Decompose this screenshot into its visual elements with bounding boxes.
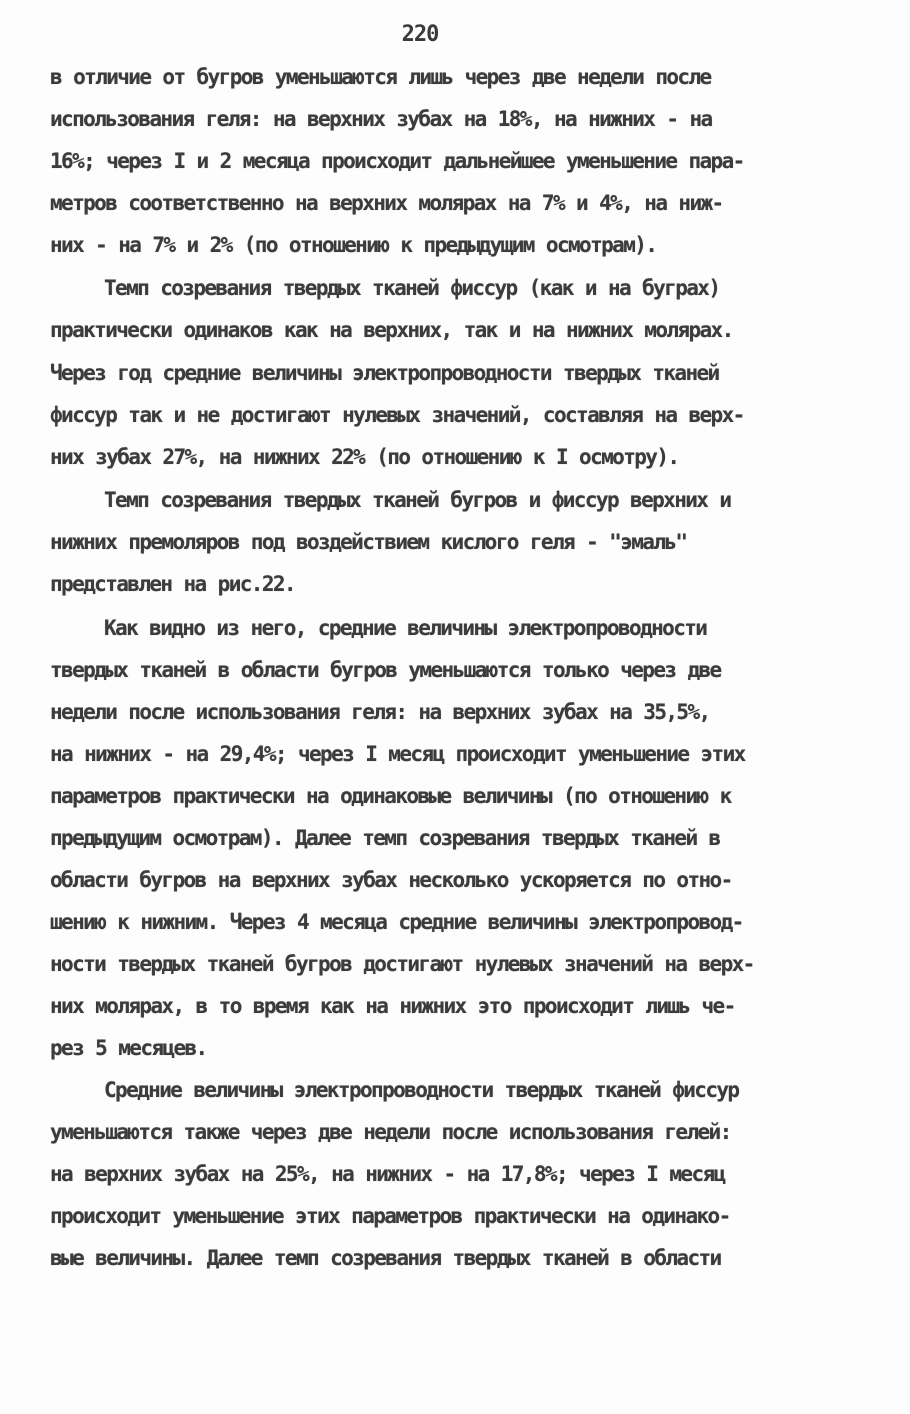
text-line: них молярах, в то время как на нижних это происходит лишь че- <box>50 994 735 1018</box>
text-line: твердых тканей в области бугров уменьшаются только через две <box>50 658 721 682</box>
text-line: представлен на рис.22. <box>50 572 295 596</box>
paragraph-first-line: Как видно из него, средние величины электропроводности <box>104 616 707 640</box>
text-line: них - на 7% и 2% (по отношению к предыдущим осмотрам). <box>50 233 657 257</box>
text-line: практически одинаков как на верхних, так и на нижних молярах. <box>50 318 733 342</box>
text-line: на нижних - на 29,4%; через I месяц происходит уменьшение этих <box>50 742 745 766</box>
paragraph-first-line: Темп созревания твердых тканей фиссур (как и на буграх) <box>104 276 720 300</box>
text-line: в отличие от бугров уменьшаются лишь через две недели после <box>50 65 711 89</box>
text-line: вые величины. Далее темп созревания твердых тканей в области <box>50 1246 721 1270</box>
text-line: использования геля: на верхних зубах на 18%, на нижних - на <box>50 107 712 131</box>
text-line: ности твердых тканей бугров достигают нулевых значений на верх- <box>50 952 754 976</box>
paragraph-first-line: Темп созревания твердых тканей бугров и фиссур верхних и <box>104 488 731 512</box>
text-line: происходит уменьшение этих параметров практически на одинако- <box>50 1204 730 1228</box>
paragraph-first-line: Средние величины электропроводности твердых тканей фиссур <box>104 1078 739 1102</box>
text-line: Через год средние величины электропроводности твердых тканей <box>50 361 719 385</box>
text-line: на верхних зубах на 25%, на нижних - на 17,8%; через I месяц <box>50 1162 725 1186</box>
text-line: параметров практически на одинаковые величины (по отношению к <box>50 784 731 808</box>
page-number: 220 <box>401 22 439 47</box>
text-line: шению к нижним. Через 4 месяца средние величины электропровод- <box>50 910 743 934</box>
text-line: метров соответственно на верхних молярах на 7% и 4%, на ниж- <box>50 191 723 215</box>
text-line: 16%; через I и 2 месяца происходит дальнейшее уменьшение пара- <box>50 149 744 173</box>
text-line: уменьшаются также через две недели после использования гелей: <box>50 1120 731 1144</box>
text-line: них зубах 27%, на нижних 22% (по отношению к I осмотру). <box>50 445 679 469</box>
text-line: нижних премоляров под воздействием кислого геля - "эмаль" <box>50 530 687 554</box>
text-line: предыдущим осмотрам). Далее темп созревания твердых тканей в <box>50 826 720 850</box>
text-line: недели после использования геля: на верхних зубах на 35,5%, <box>50 700 710 724</box>
text-line: рез 5 месяцев. <box>50 1036 207 1060</box>
text-line: области бугров на верхних зубах несколько ускоряется по отно- <box>50 868 732 892</box>
text-line: фиссур так и не достигают нулевых значений, составляя на верх- <box>50 403 744 427</box>
